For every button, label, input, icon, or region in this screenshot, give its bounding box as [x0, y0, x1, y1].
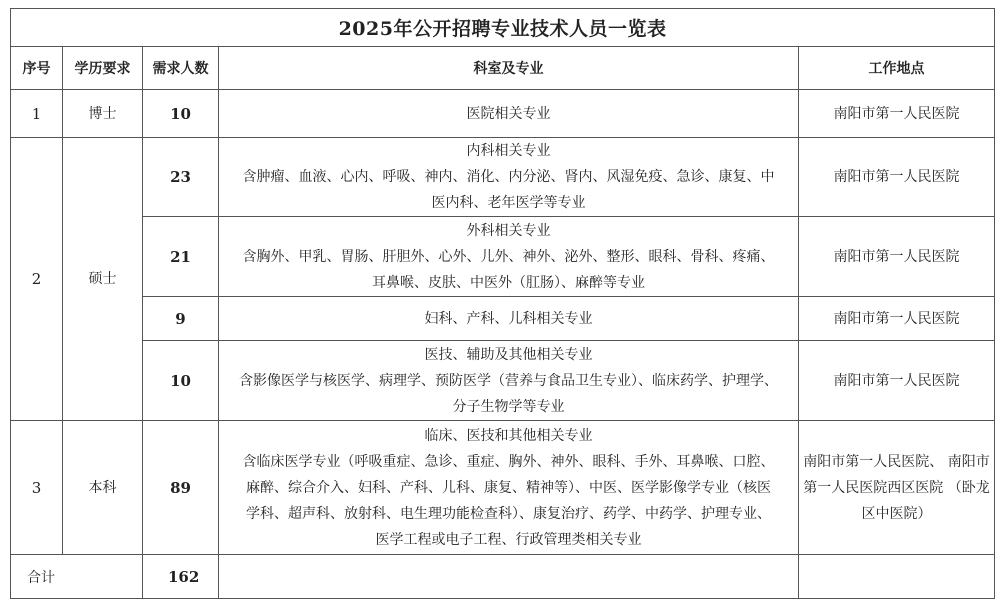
location-line: 南阳市第一人民医院: [833, 248, 960, 265]
table-row: [11, 341, 995, 421]
row-count: 9: [143, 297, 219, 341]
row-location: [799, 217, 995, 297]
table-row: [11, 421, 995, 555]
table-row: [11, 138, 995, 217]
header-row: [11, 47, 995, 90]
major-line: 内科相关专业: [466, 143, 551, 159]
location-line: 南阳市第一人民医院: [833, 169, 960, 185]
table-row: [11, 217, 995, 297]
location-line: 南阳市第一人民医院: [833, 372, 960, 389]
location-line: 南阳市第一人民医院、: [803, 453, 944, 470]
header-education: 学历要求: [63, 47, 143, 90]
row-count: 21: [143, 217, 219, 297]
table-row: [11, 90, 995, 138]
major-line: 妇科、产科、儿科相关专业: [424, 310, 593, 327]
total-count: 162: [143, 555, 219, 599]
total-label: 合计: [11, 555, 143, 599]
row-major: [219, 421, 799, 555]
location-line: 南阳市第一人民医院: [833, 310, 960, 327]
table-row: [11, 297, 995, 341]
row-seq: 3: [11, 421, 63, 555]
header-location: 工作地点: [799, 47, 995, 90]
row-location: [799, 297, 995, 341]
location-line: 南阳市第一人民医院西区医院: [803, 453, 990, 496]
row-count: 89: [143, 421, 219, 555]
row-major: [219, 217, 799, 297]
table-title: 2025年公开招聘专业技术人员一览表: [11, 9, 995, 47]
row-major: [219, 138, 799, 217]
row-education: 本科: [63, 421, 143, 555]
major-line: 医技、辅助及其他相关专业: [424, 346, 593, 363]
row-count: 10: [143, 341, 219, 421]
row-location: [799, 90, 995, 138]
row-count: 23: [143, 138, 219, 217]
row-location: [799, 341, 995, 421]
major-line: 耳鼻喉、皮肤、中医外（肛肠）、麻醉等专业: [372, 274, 645, 291]
location-line: 南阳市第一人民医院: [833, 105, 960, 122]
major-line: 含临床医学专业（呼吸重症、急诊、重症、胸外、神外、眼科、手外、耳鼻喉、口腔、: [242, 453, 775, 470]
row-count: 10: [143, 90, 219, 138]
major-line: 医内科、老年医学等专业: [431, 195, 586, 211]
row-major: [219, 297, 799, 341]
header-seq: 序号: [11, 47, 63, 90]
header-major: 科室及专业: [219, 47, 799, 90]
total-major-empty: [219, 555, 799, 599]
row-seq: 1: [11, 90, 63, 138]
major-line: 临床、医技和其他相关专业: [424, 427, 593, 444]
total-location-empty: [799, 555, 995, 599]
row-location: [799, 138, 995, 217]
row-education: 博士: [63, 90, 143, 138]
total-row: [11, 555, 995, 599]
header-count: 需求人数: [143, 47, 219, 90]
major-line: 医院相关专业: [466, 105, 551, 122]
major-line: 医学工程或电子工程、行政管理类相关专业: [375, 531, 642, 548]
recruitment-table: [10, 8, 995, 599]
major-line: 含胸外、甲乳、胃肠、肝胆外、心外、儿外、神外、泌外、整形、眼科、骨科、疼痛、: [242, 248, 775, 265]
major-line: 含肿瘤、血液、心内、呼吸、神内、消化、内分泌、肾内、风湿免疫、急诊、康复、中: [242, 169, 775, 185]
major-line: 分子生物学等专业: [452, 398, 565, 415]
location-line: （卧龙区中医院）: [861, 479, 990, 522]
row-major: [219, 90, 799, 138]
row-education: 硕士: [63, 138, 143, 421]
row-seq: 2: [11, 138, 63, 421]
major-line: 麻醉、综合介入、妇科、产科、儿科、康复、精神等）、中医、医学影像学专业（核医: [246, 479, 771, 496]
major-line: 含影像医学与核医学、病理学、预防医学（营养与食品卫生专业）、临床药学、护理学、: [239, 372, 778, 389]
major-line: 学科、超声科、放射科、电生理功能检查科）、康复治疗、药学、中药学、护理专业、: [246, 505, 771, 522]
row-location: [799, 421, 995, 555]
major-line: 外科相关专业: [466, 222, 551, 239]
row-major: [219, 341, 799, 421]
